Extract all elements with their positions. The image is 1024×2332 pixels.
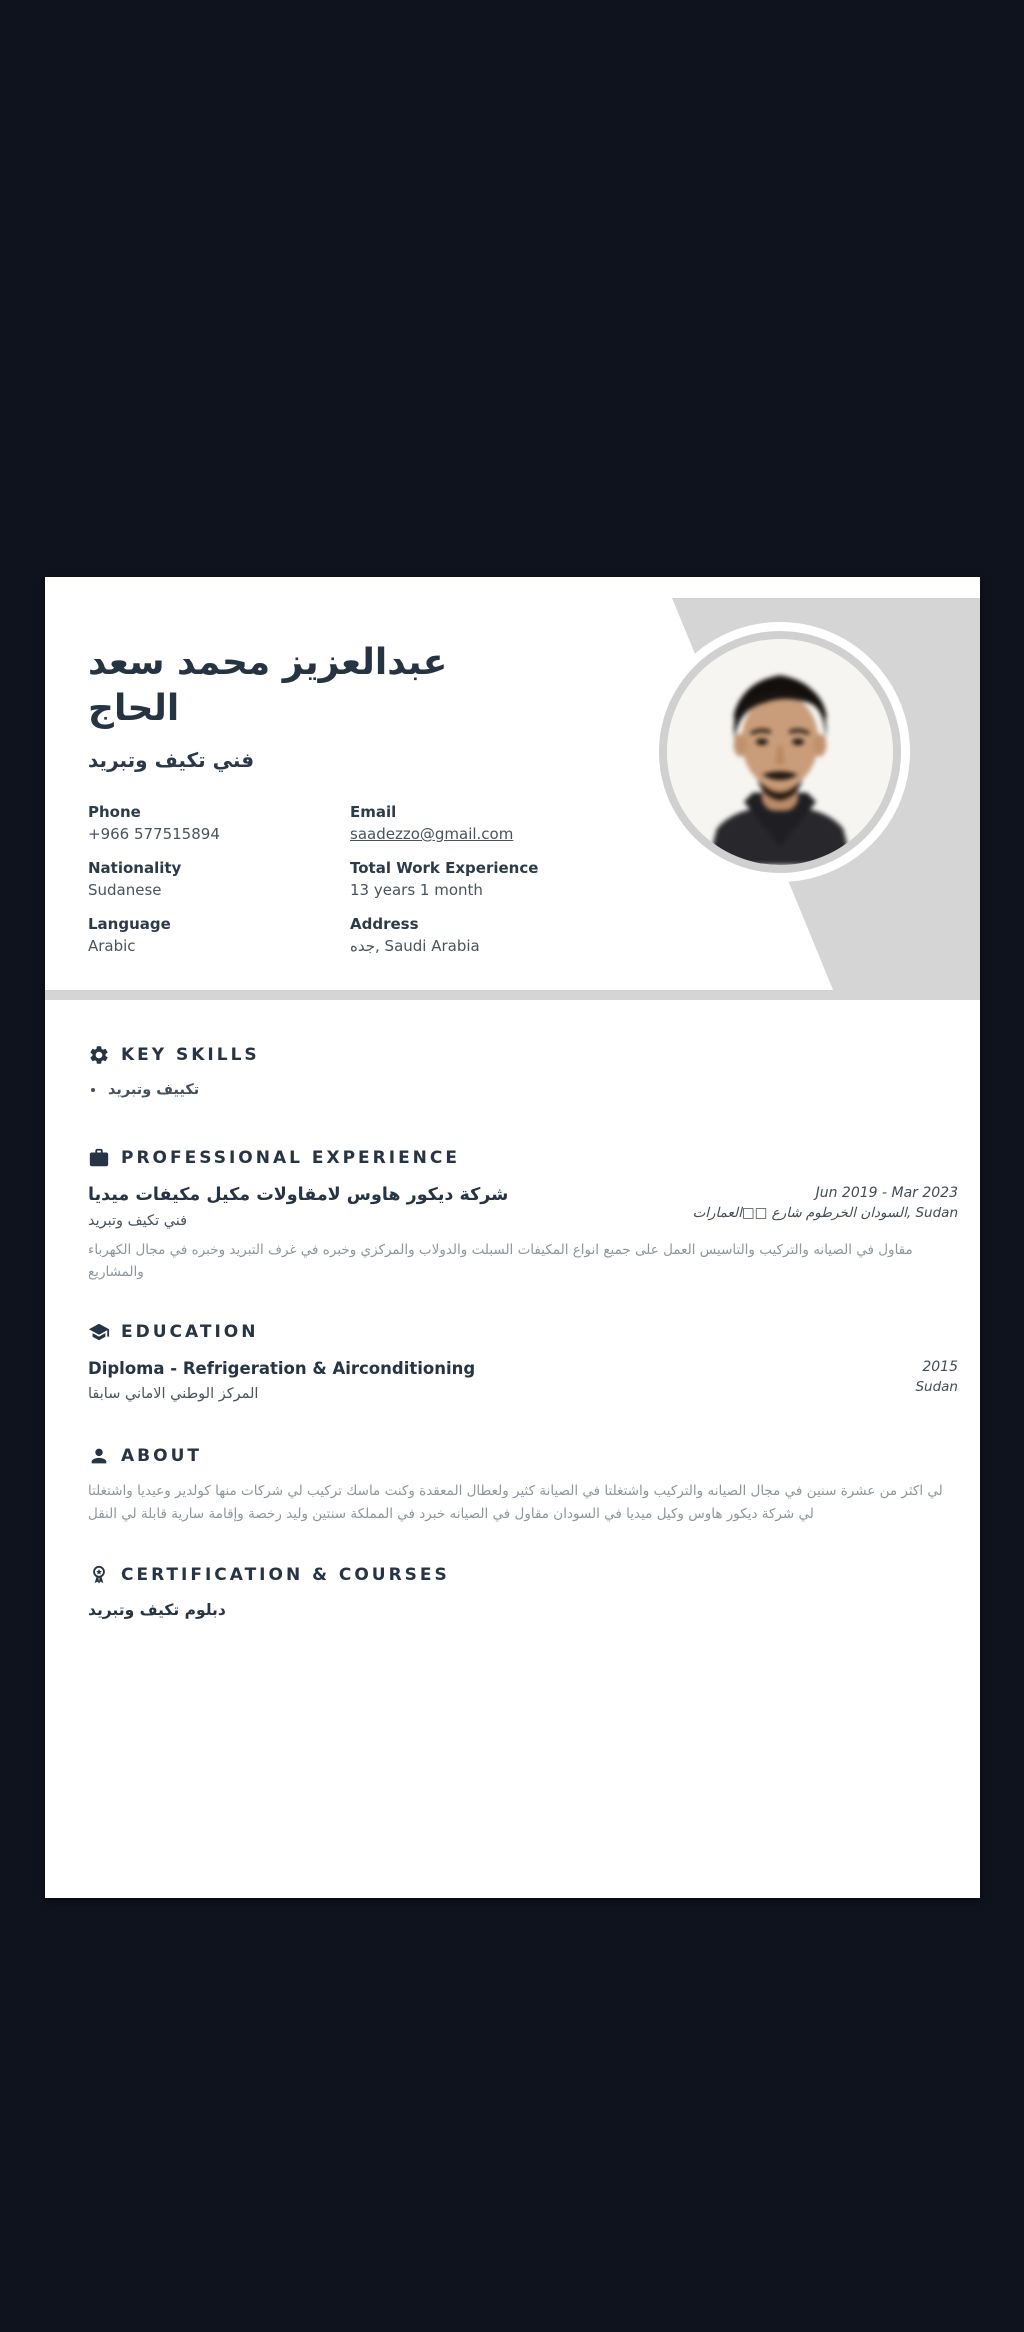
key-skills-heading: [88, 1042, 958, 1068]
section-key-skills: [88, 1042, 958, 1101]
skill-label: تكييف وتبريد: [108, 1082, 200, 1098]
header-bottom-strip: [45, 990, 980, 1000]
about-title: ABOUT: [121, 1446, 202, 1466]
certification-title: CERTIFICATION & COURSES: [121, 1565, 450, 1585]
education-entry: [88, 1357, 958, 1405]
certification-heading: [88, 1562, 958, 1588]
phone-value: +966 577515894: [88, 825, 220, 843]
section-about: [88, 1443, 958, 1526]
contact-address: [350, 914, 680, 957]
profile-photo-frame: [650, 622, 910, 882]
about-heading: [88, 1443, 958, 1469]
experience-entry: [88, 1183, 958, 1232]
gear-icon: [88, 1044, 110, 1066]
bullet-icon: [91, 1088, 95, 1092]
experience-description: مقاول في الصيانه والتركيب والتاسيس العمل على جميع انواع المكيفات السبلت والدولاب والمركزي وخبره في غرف التبريد وخبره في مجال الكهرباء والمشاريع: [88, 1242, 913, 1280]
email-link[interactable]: saadezzo@gmail.com: [350, 825, 514, 843]
education-year: 2015: [922, 1359, 958, 1375]
section-certification: [88, 1562, 958, 1619]
contact-language: [88, 914, 350, 957]
email-label: Email: [350, 803, 397, 821]
contact-phone: [88, 802, 350, 845]
resume-header: [45, 577, 980, 1000]
section-education: [88, 1319, 958, 1405]
address-label: Address: [350, 915, 419, 933]
key-skills-title: KEY SKILLS: [121, 1045, 260, 1065]
person-icon: [88, 1445, 110, 1467]
nationality-label: Nationality: [88, 859, 182, 877]
briefcase-icon: [88, 1147, 110, 1169]
contact-work-experience: [350, 858, 680, 901]
experience-entry-left: [88, 1183, 508, 1232]
institution-name: المركز الوطني الاماني سابقا: [88, 1386, 259, 1402]
education-heading: [88, 1319, 958, 1345]
candidate-name: عبدالعزيز محمد سعد الحاج: [88, 642, 448, 729]
nationality-value: Sudanese: [88, 881, 162, 899]
phone-label: Phone: [88, 803, 141, 821]
language-label: Language: [88, 915, 171, 933]
work-experience-label: Total Work Experience: [350, 859, 539, 877]
avatar-illustration: [667, 639, 893, 865]
skill-item: [88, 1079, 958, 1101]
medal-icon: [88, 1564, 110, 1586]
experience-title: PROFESSIONAL EXPERIENCE: [121, 1148, 460, 1168]
address-value: جده, Saudi Arabia: [350, 937, 480, 955]
about-text: لي اكثر من عشرة سنين في مجال الصيانه والتركيب واشتغلتا في الصيانة كثير ولعطال المعقدة وكنت ماسك تركيب لي شركات منها كولدير وعيديا واشتغلتا لي شركة ديكور هاوس وكيل ميديا في السودان مقاول في الصيانه خبرد في المملكة سنتين وليد رخصة وإقامة سارية قابلة لي النقل: [88, 1483, 943, 1522]
work-experience-value: 13 years 1 month: [350, 881, 483, 899]
education-entry-right: [915, 1357, 958, 1397]
profile-photo: [667, 639, 893, 865]
section-professional-experience: [88, 1145, 958, 1283]
education-title: EDUCATION: [121, 1322, 259, 1342]
experience-dates: Jun 2019 - Mar 2023: [815, 1185, 958, 1201]
degree-name: Diploma - Refrigeration & Airconditioning: [88, 1359, 476, 1378]
experience-entry-right: [693, 1183, 958, 1223]
experience-location: السودان الخرطوم شارع □□العمارات, Sudan: [692, 1205, 958, 1221]
resume-card: [45, 577, 980, 1898]
education-entry-left: [88, 1357, 475, 1405]
contact-email: [350, 802, 680, 845]
contact-nationality: [88, 858, 350, 901]
resume-body: [45, 1042, 980, 1619]
certification-item: دبلوم تكيف وتبريد: [88, 1601, 226, 1619]
job-role: فني تكيف وتبريد: [88, 1213, 188, 1229]
graduation-cap-icon: [88, 1321, 110, 1343]
experience-heading: [88, 1145, 958, 1171]
education-location: Sudan: [915, 1379, 958, 1395]
company-name: شركة ديكور هاوس لامقاولات مكيل مكيفات ميديا: [88, 1185, 509, 1205]
candidate-job-title: فني تكيف وتبريد: [88, 748, 255, 772]
language-value: Arabic: [88, 937, 136, 955]
